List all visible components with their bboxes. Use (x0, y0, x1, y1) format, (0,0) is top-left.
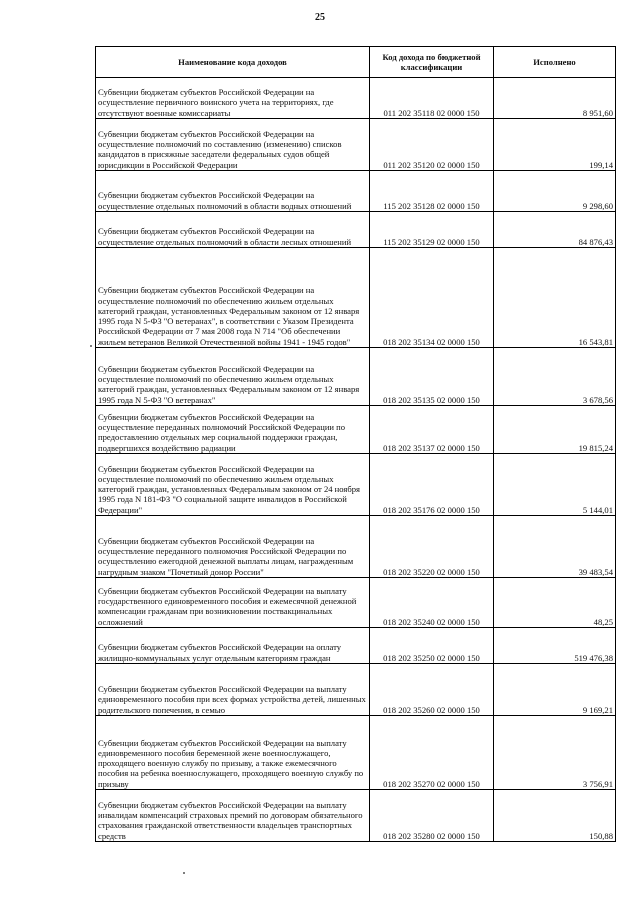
row-code: 115 202 35129 02 0000 150 (370, 212, 494, 248)
row-code: 018 202 35260 02 0000 150 (370, 664, 494, 716)
row-code: 018 202 35137 02 0000 150 (370, 406, 494, 454)
row-name: Субвенции бюджетам субъектов Российской Федерации на осуществление полномочий по обеспечению жильем отдельных категорий граждан, установленных Федеральным законом от 12 января 1995 года N 5-ФЗ "О ветеранах" (96, 348, 370, 406)
row-code: 018 202 35250 02 0000 150 (370, 628, 494, 664)
row-amount: 84 876,43 (494, 212, 616, 248)
row-name: Субвенции бюджетам субъектов Российской Федерации на выплату инвалидам компенсаций страховых премий по договорам обязательного страхования гражданской ответственности владельцев транспортных средств (96, 790, 370, 842)
table-row (96, 212, 616, 248)
table-header-row (96, 47, 616, 78)
table-row (96, 716, 616, 790)
table-row (96, 248, 616, 348)
header-name: Наименование кода доходов (96, 47, 370, 78)
table-row (96, 628, 616, 664)
row-amount: 39 483,54 (494, 516, 616, 578)
row-code: 011 202 35120 02 0000 150 (370, 119, 494, 171)
table-row (96, 454, 616, 516)
row-amount: 519 476,38 (494, 628, 616, 664)
row-code: 018 202 35134 02 0000 150 (370, 248, 494, 348)
row-name: Субвенции бюджетам субъектов Российской Федерации на выплату государственного единовременного пособия и ежемесячной денежной компенсации гражданам при возникновении поствакцинальных осложнений (96, 578, 370, 628)
row-code: 018 202 35280 02 0000 150 (370, 790, 494, 842)
row-name: Субвенции бюджетам субъектов Российской Федерации на осуществление отдельных полномочий в области лесных отношений (96, 212, 370, 248)
header-code: Код дохода по бюджетной классификации (370, 47, 494, 78)
revenue-table (95, 46, 616, 842)
row-code: 018 202 35240 02 0000 150 (370, 578, 494, 628)
row-name: Субвенции бюджетам субъектов Российской Федерации на осуществление полномочий по обеспечению жильем отдельных категорий граждан, установленных Федеральным законом от 24 ноября 1995 года N 181-ФЗ "О социальной защите инвалидов в Российской Федерации" (96, 454, 370, 516)
row-amount: 9 298,60 (494, 171, 616, 212)
row-name: Субвенции бюджетам субъектов Российской Федерации на осуществление полномочий по составлению (изменению) списков кандидатов в присяжные заседатели федеральных судов общей юрисдикции в Российской Федерации (96, 119, 370, 171)
row-name: Субвенции бюджетам субъектов Российской Федерации на выплату единовременного пособия при всех формах устройства детей, лишенных родительского попечения, в семью (96, 664, 370, 716)
row-amount: 19 815,24 (494, 406, 616, 454)
header-amount: Исполнено (494, 47, 616, 78)
row-code: 018 202 35220 02 0000 150 (370, 516, 494, 578)
table-row (96, 790, 616, 842)
table-row (96, 664, 616, 716)
scan-speck (183, 872, 185, 874)
row-code: 018 202 35270 02 0000 150 (370, 716, 494, 790)
row-amount: 9 169,21 (494, 664, 616, 716)
row-amount: 3 678,56 (494, 348, 616, 406)
row-amount: 5 144,01 (494, 454, 616, 516)
row-name: Субвенции бюджетам субъектов Российской Федерации на осуществление переданного полномочия Российской Федерации по осуществлению ежегодной денежной выплаты лицам, награжденным нагрудным знаком "Почетный донор России" (96, 516, 370, 578)
table-row (96, 348, 616, 406)
table-row (96, 578, 616, 628)
row-name: Субвенции бюджетам субъектов Российской Федерации на осуществление отдельных полномочий в области водных отношений (96, 171, 370, 212)
table-row (96, 119, 616, 171)
row-code: 018 202 35135 02 0000 150 (370, 348, 494, 406)
page-number: 25 (315, 12, 325, 23)
row-name: Субвенции бюджетам субъектов Российской Федерации на выплату единовременного пособия беременной жене военнослужащего, проходящего военную службу по призыву, а также ежемесячного пособия на ребенка военнослужащего, проходящего военную службу по призыву (96, 716, 370, 790)
scan-speck (90, 345, 92, 347)
row-code: 115 202 35128 02 0000 150 (370, 171, 494, 212)
row-amount: 199,14 (494, 119, 616, 171)
row-code: 018 202 35176 02 0000 150 (370, 454, 494, 516)
row-amount: 8 951,60 (494, 78, 616, 119)
table-row (96, 171, 616, 212)
row-amount: 3 756,91 (494, 716, 616, 790)
table-row (96, 516, 616, 578)
table-row (96, 78, 616, 119)
row-amount: 16 543,81 (494, 248, 616, 348)
row-amount: 48,25 (494, 578, 616, 628)
row-name: Субвенции бюджетам субъектов Российской Федерации на осуществление переданных полномочий Российской Федерации по предоставлению отдельных мер социальной поддержки граждан, подвергшихся воздействию радиации (96, 406, 370, 454)
row-name: Субвенции бюджетам субъектов Российской Федерации на осуществление полномочий по обеспечению жильем отдельных категорий граждан, установленных Федеральным законом от 12 января 1995 года N 5-ФЗ "О ветеранах", в соответствии с Указом Президента Российской Федерации от 7 мая 2008 года N 714 "Об обеспечении жильем ветеранов Великой Отечественной войны 1941 - 1945 годов" (96, 248, 370, 348)
row-amount: 150,88 (494, 790, 616, 842)
row-code: 011 202 35118 02 0000 150 (370, 78, 494, 119)
row-name: Субвенции бюджетам субъектов Российской Федерации на осуществление первичного воинского учета на территориях, где отсутствуют военные комиссариаты (96, 78, 370, 119)
table-row (96, 406, 616, 454)
row-name: Субвенции бюджетам субъектов Российской Федерации на оплату жилищно-коммунальных услуг отдельным категориям граждан (96, 628, 370, 664)
